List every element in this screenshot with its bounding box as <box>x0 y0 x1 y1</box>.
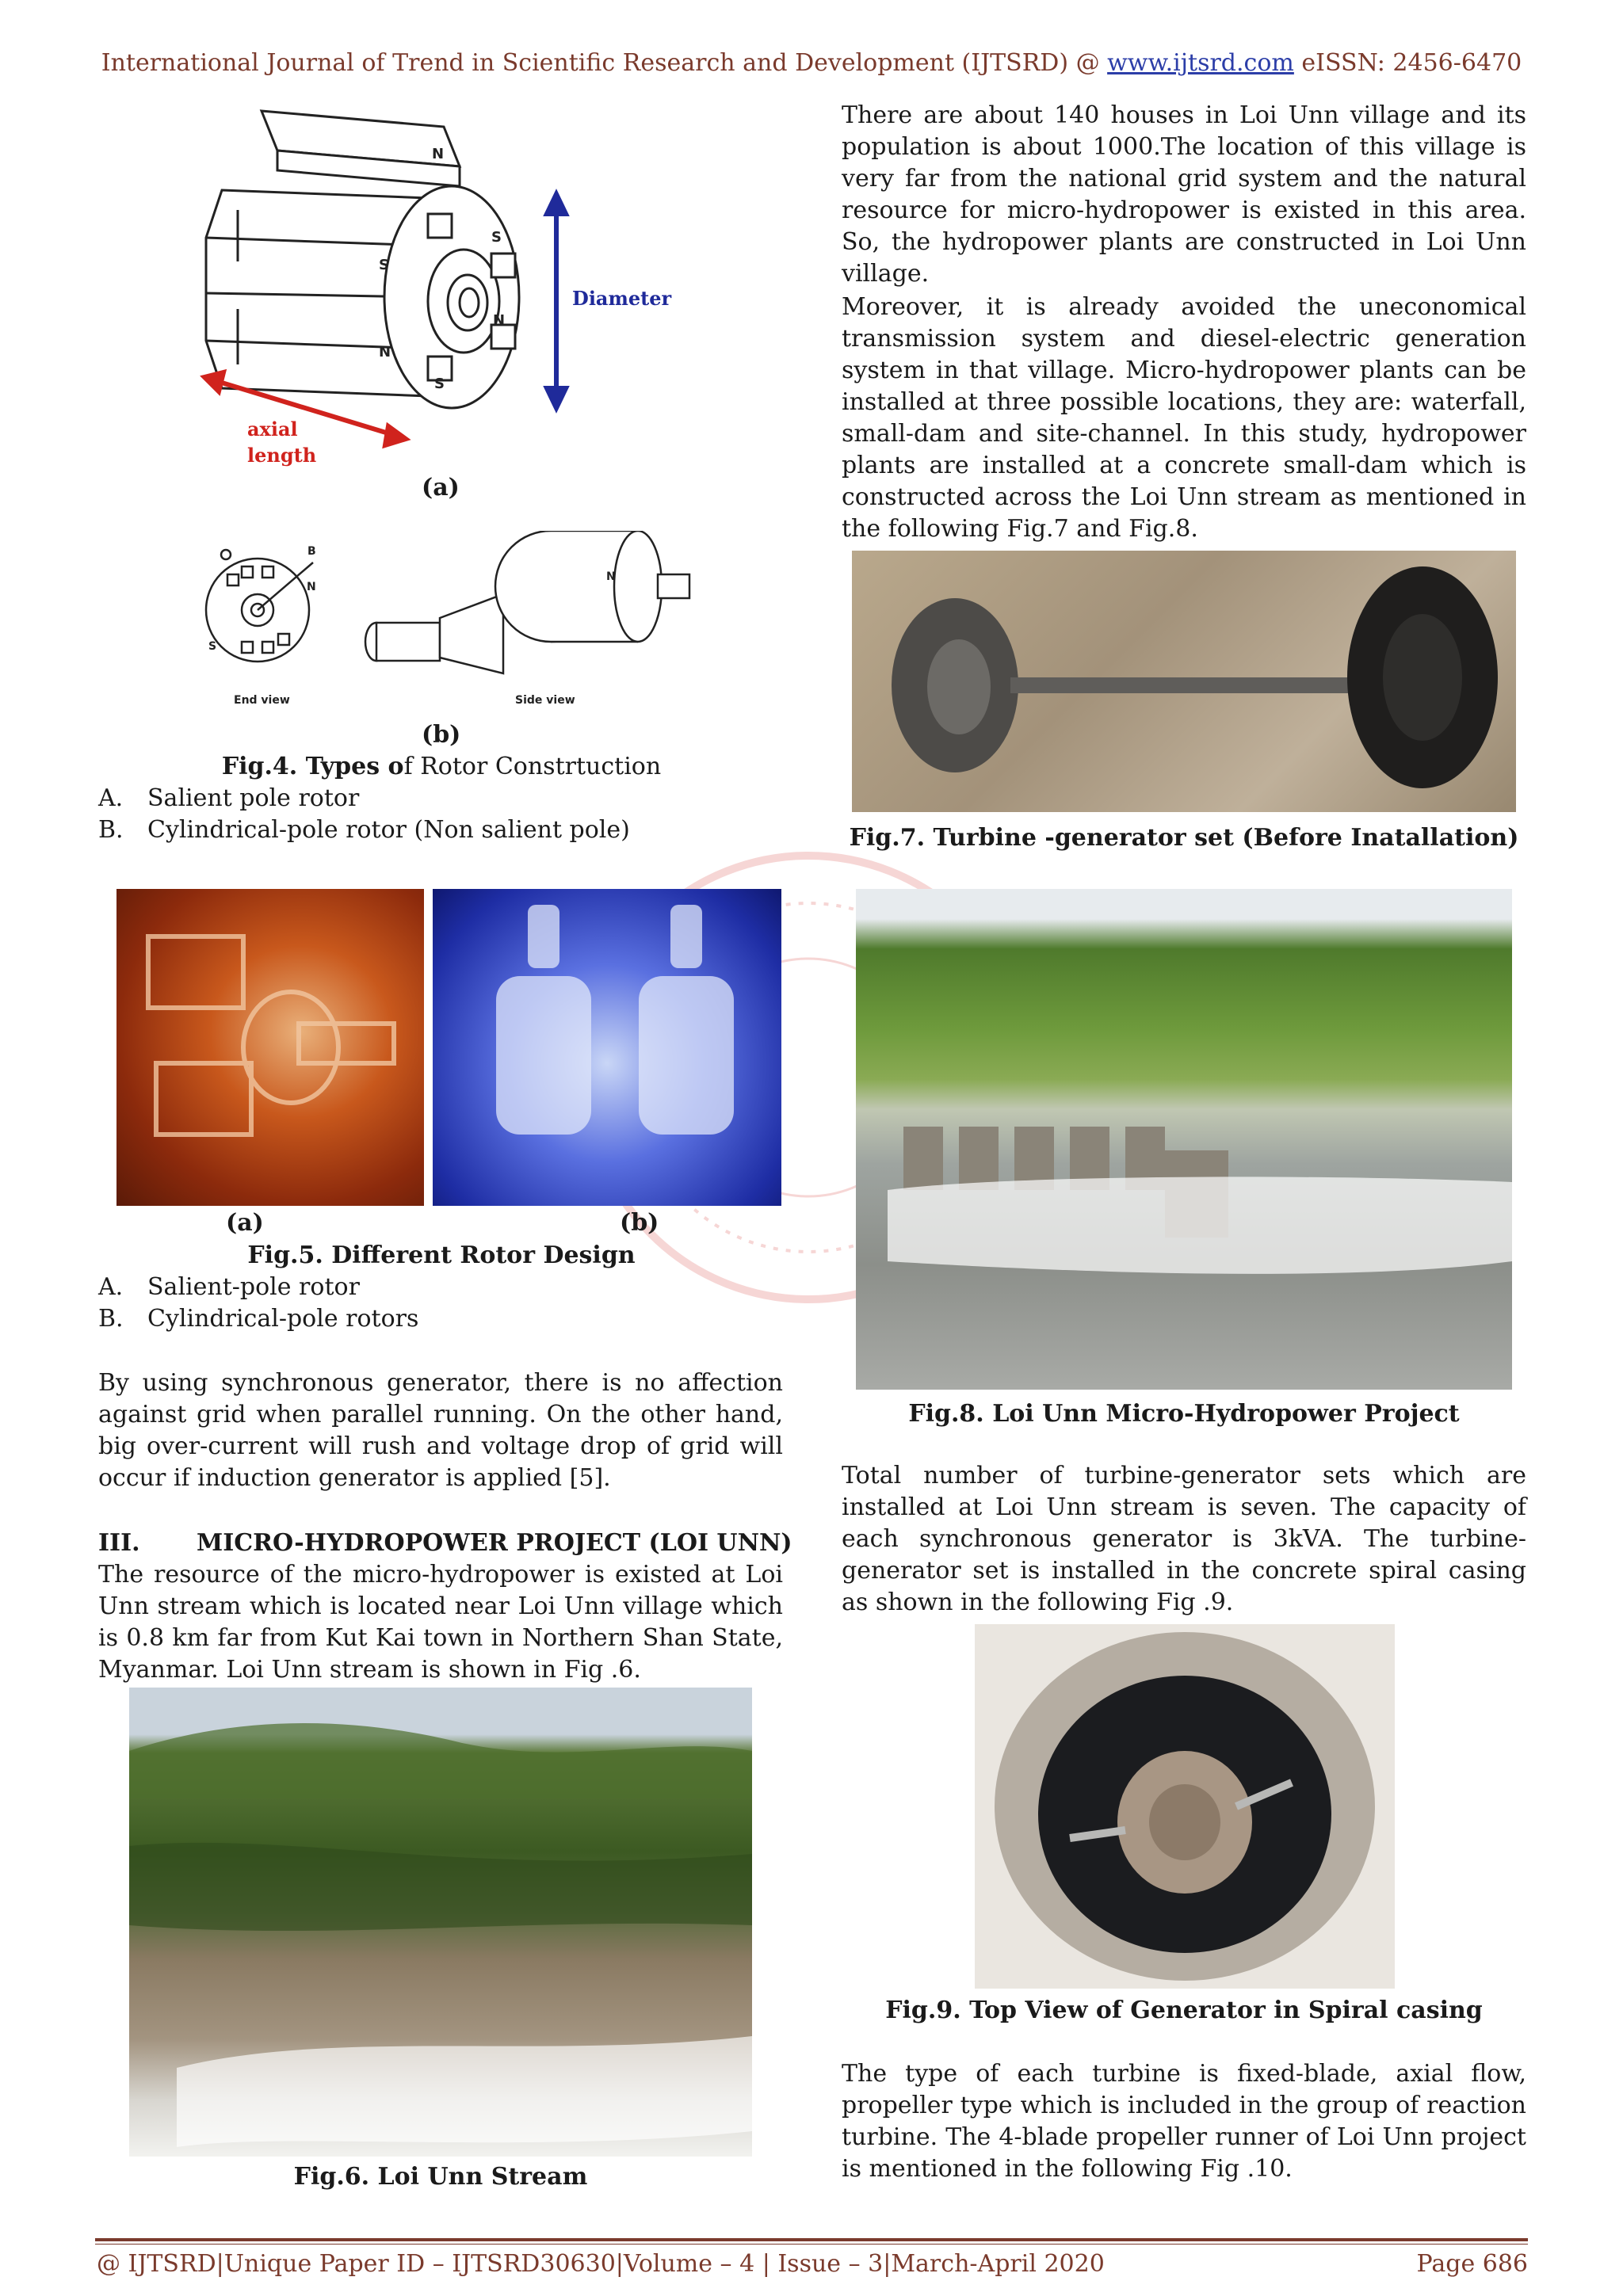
paragraph-resource: The resource of the micro-hydropower is existed at Loi Unn stream which is located near Loi Unn village which is 0.8 km far from Kut Kai town in Northern Shan State, Myanmar. Loi Unn stream is shown in Fig .6. <box>98 1561 783 1684</box>
axial-label-1: axial <box>247 418 298 441</box>
section-title: MICRO-HYDROPOWER PROJECT (LOI UNN) <box>197 1529 792 1557</box>
fig5-sub-b: (b) <box>620 1209 659 1237</box>
svg-text:N: N <box>307 581 316 593</box>
fig5b-cylindrical-rotor-photo <box>433 889 781 1206</box>
fig4-sub-b: (b) <box>422 721 461 749</box>
footer-date: March-April 2020 <box>891 2250 1105 2278</box>
journal-link[interactable]: www.ijtsrd.com <box>1107 49 1294 77</box>
footer-rule <box>95 2238 1528 2241</box>
footer <box>97 2250 1528 2278</box>
fig9-spiral-casing-photo <box>975 1624 1395 1989</box>
fig4-list-item-a <box>98 783 359 814</box>
diameter-arrow <box>547 194 566 408</box>
end-view-label: End view <box>234 694 290 707</box>
fig8-micro-hydropower-photo <box>856 889 1512 1390</box>
footer-page: Page 686 <box>1416 2250 1528 2278</box>
fig6-stream-photo <box>129 1688 752 2157</box>
running-header <box>0 49 1623 77</box>
svg-text:S: S <box>434 376 445 392</box>
fig4b-cylindrical-rotor-drawing <box>194 531 701 713</box>
fig4-list-item-b <box>98 814 630 846</box>
svg-text:N: N <box>432 146 445 162</box>
list-text: Cylindrical-pole rotor (Non salient pole) <box>147 816 630 844</box>
list-letter: A. <box>98 1273 124 1301</box>
fig5a-salient-rotor-photo <box>116 889 424 1206</box>
section-number: III. <box>98 1529 140 1557</box>
paragraph-synchronous-generator: By using synchronous generator, there is no affection against grid when parallel running. On the other hand, big over-current will rush and voltage drop of grid will occur if induction generator is applied [5]. <box>98 1369 783 1492</box>
footer-paper-id: Unique Paper ID – IJTSRD30630 <box>223 2250 616 2278</box>
svg-text:N: N <box>606 570 616 583</box>
fig4-caption <box>97 751 786 783</box>
footer-separator: | <box>883 2250 892 2278</box>
paragraph-turbine-type: The type of each turbine is fixed-blade, axial flow, propeller type which is included in the group of reaction turbine. The 4-blade propeller runner of Loi Unn project is mentioned in the following Fig .10. <box>842 2060 1526 2183</box>
list-letter: B. <box>98 816 124 844</box>
header-suffix: eISSN: 2456-6470 <box>1293 49 1522 77</box>
fig4-caption-bold: Fig.4. Types o <box>221 753 404 780</box>
list-text: Cylindrical-pole rotors <box>147 1305 419 1333</box>
svg-text:N: N <box>379 344 391 360</box>
svg-text:S: S <box>491 229 502 246</box>
side-view-label: Side view <box>515 694 575 707</box>
fig8-caption: Fig.8. Loi Unn Micro-Hydropower Project <box>908 1400 1460 1428</box>
svg-text:S: S <box>208 640 217 653</box>
fig9-caption: Fig.9. Top View of Generator in Spiral casing <box>885 1997 1483 2024</box>
fig6-caption: Fig.6. Loi Unn Stream <box>293 2163 588 2191</box>
axial-label-2: length <box>247 444 317 467</box>
footer-separator: | <box>615 2250 624 2278</box>
list-letter: A. <box>98 784 124 812</box>
paragraph-houses: There are about 140 houses in Loi Unn village and its population is about 1000.The location of this village is very far from the national grid system and the natural resource for micro-hydropower is existed in this area. So, the hydropower plants are constructed in Loi Unn village. <box>842 101 1526 288</box>
footer-journal: @ IJTSRD <box>97 2250 216 2278</box>
fig5-sub-a: (a) <box>226 1209 264 1237</box>
fig5-caption: Fig.5. Different Rotor Design <box>247 1241 636 1269</box>
fig4-sub-a: (a) <box>422 474 460 502</box>
fig5-list-item-a <box>98 1272 360 1303</box>
fig7-caption: Fig.7. Turbine -generator set (Before Inatallation) <box>849 824 1519 852</box>
footer-separator: | <box>216 2250 224 2278</box>
paragraph-total-sets: Total number of turbine-generator sets which are installed at Loi Unn stream is seven. The capacity of each synchronous generator is 3kVA. The turbine-generator set is installed in the concrete spiral casing as shown in the following Fig .9. <box>842 1462 1526 1616</box>
header-prefix: International Journal of Trend in Scientific Research and Development (IJTSRD) @ <box>101 49 1108 77</box>
footer-volume: Volume – 4 | Issue – 3 <box>623 2250 884 2278</box>
fig5-list-item-b <box>98 1303 418 1335</box>
svg-text:B: B <box>307 545 316 558</box>
list-letter: B. <box>98 1305 124 1333</box>
diameter-label: Diameter <box>572 287 672 310</box>
list-text: Salient-pole rotor <box>147 1273 360 1301</box>
paragraph-moreover: Moreover, it is already avoided the uneconomical transmission system and diesel-electric generation system in that village. Micro-hydropower plants can be installed at three possible locations, they are: waterfall, small-dam and site-channel. In this study, hydropower plants are installed at a concrete small-dam which is constructed across the Loi Unn stream as mentioned in the following Fig.7 and Fig.8. <box>842 293 1526 543</box>
fig4-caption-rest: f Rotor Constrtuction <box>403 753 662 780</box>
list-text: Salient pole rotor <box>147 784 360 812</box>
footer-rule-thin <box>95 2244 1528 2245</box>
svg-text:S: S <box>379 257 389 273</box>
svg-text:N: N <box>493 312 506 329</box>
fig7-turbine-generator-photo <box>852 551 1516 812</box>
